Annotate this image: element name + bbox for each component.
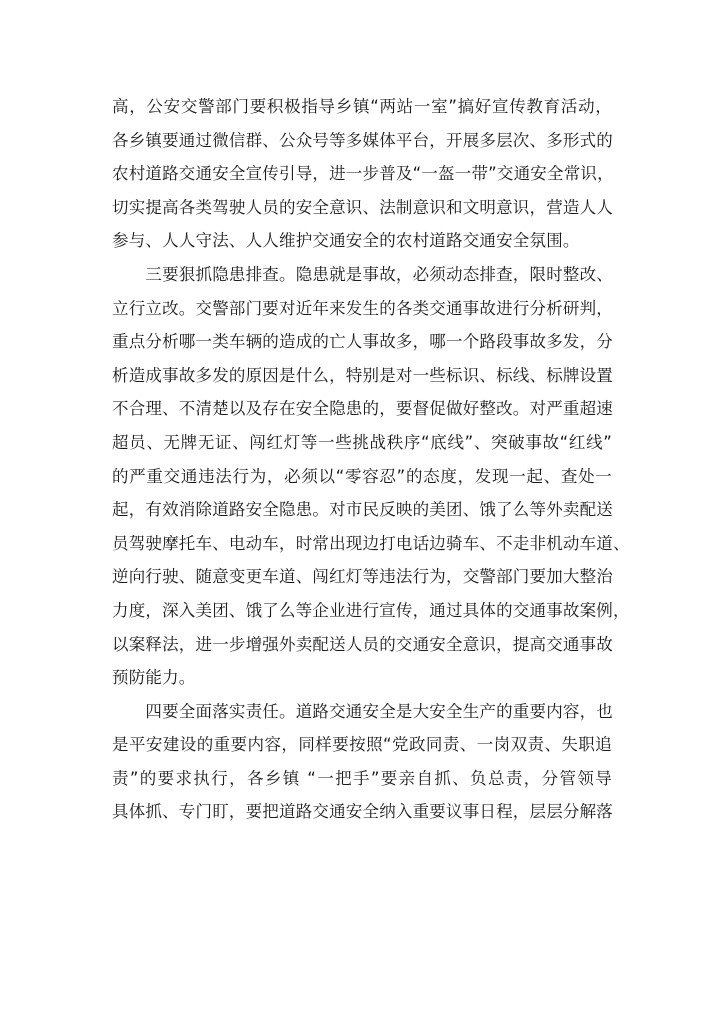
text-line: 重点分析哪一类车辆的造成的亡人事故多，哪一个路段事故多发，分	[112, 332, 613, 352]
text-line: 四要全面落实责任。道路交通安全是大安全生产的重要内容，也	[112, 701, 613, 721]
text-line: 以案释法，进一步增强外卖配送人员的交通安全意识，提高交通事故	[112, 634, 613, 654]
text-line: 员驾驶摩托车、电动车，时常出现边打电话边骑车、不走非机动车道、	[112, 533, 630, 553]
document-body	[112, 90, 630, 829]
text-line: 预防能力。	[112, 668, 196, 688]
text-line: 具体抓、专门盯，要把道路交通安全纳入重要议事日程，层层分解落	[112, 802, 613, 822]
text-line: 参与、人人守法、人人维护交通安全的农村道路交通安全氛围。	[112, 231, 580, 251]
text-line: 切实提高各类驾驶人员的安全意识、法制意识和文明意识，营造人人	[112, 197, 613, 217]
text-line: 立行立改。交警部门要对近年来发生的各类交通事故进行分析研判，	[112, 298, 613, 318]
text-line: 超员、无牌无证、闯红灯等一些挑战秩序“底线”、突破事故“红线”	[112, 432, 612, 452]
text-line: 析造成事故多发的原因是什么，特别是对一些标识、标线、标牌设置	[112, 365, 613, 385]
text-line: 各乡镇要通过微信群、公众号等多媒体平台，开展多层次、多形式的	[112, 130, 613, 150]
text-line: 逆向行驶、随意变更车道、闯红灯等违法行为，交警部门要加大整治	[112, 567, 613, 587]
text-line: 三要狠抓隐患排查。隐患就是事故，必须动态排查，限时整改、	[112, 264, 613, 284]
text-line: 起，有效消除道路安全隐患。对市民反映的美团、饿了么等外卖配送	[112, 500, 613, 520]
text-line: 责”的要求执行，各乡镇 “一把手”要亲自抓、负总责，分管领导	[112, 768, 612, 788]
text-line: 高，公安交警部门要积极指导乡镇“两站一室”搞好宣传教育活动，	[112, 97, 612, 116]
text-line: 不合理、不清楚以及存在安全隐患的，要督促做好整改。对严重超速	[112, 399, 613, 419]
text-line: 农村道路交通安全宣传引导，进一步普及“一盔一带”交通安全常识，	[112, 164, 614, 184]
text-line: 力度，深入美团、饿了么等企业进行宣传，通过具体的交通事故案例，	[112, 600, 630, 620]
text-line: 是平安建设的重要内容，同样要按照“党政同责、一岗双责、失职追	[112, 735, 612, 755]
text-line: 的严重交通违法行为，必须以“零容忍”的态度，发现一起、查处一	[112, 466, 612, 486]
